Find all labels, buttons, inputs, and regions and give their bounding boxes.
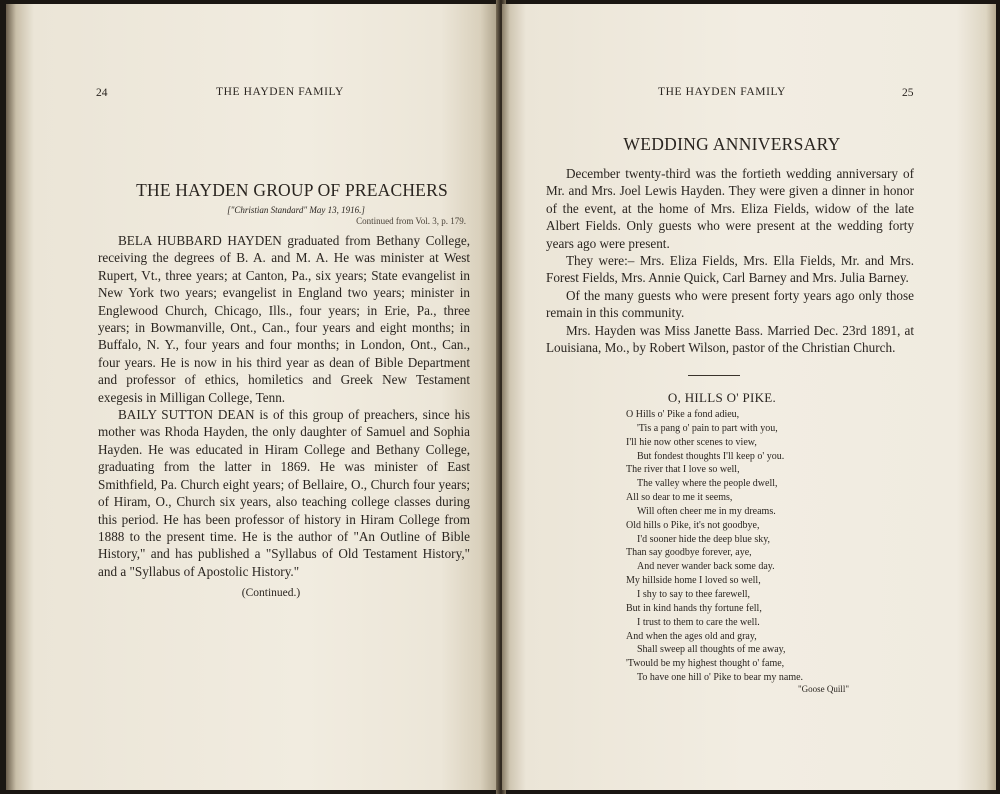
paragraph: They were:– Mrs. Eliza Fields, Mrs. Ella Fields, Mr. and Mrs. Forest Fields, Mrs. Annie Quick, Carl Barney and Mrs. Julia Barney. <box>546 253 914 286</box>
running-head-left: THE HAYDEN FAMILY <box>216 86 344 98</box>
poem-line: And never wander back some day. <box>637 561 775 573</box>
poem-title: O, HILLS O' PIKE. <box>667 390 777 405</box>
wedding-body <box>546 165 914 356</box>
source-citation: ["Christian Standard" May 13, 1916.] <box>227 205 365 215</box>
poem-line: The river that I love so well, <box>626 464 740 476</box>
section-divider <box>688 375 740 376</box>
page-number-left: 24 <box>96 87 108 99</box>
poem-line: I'd sooner hide the deep blue sky, <box>637 533 771 545</box>
left-page <box>6 4 500 790</box>
right-page <box>502 4 996 790</box>
paragraph: Of the many guests who were present forty years ago only those remain in this community. <box>546 287 914 321</box>
paragraph: BAILY SUTTON DEAN is of this group of preachers, since his mother was Rhoda Hayden, the only daughter of Samuel and Sophia Hayden. He was educated in Hiram College and Bethany College, graduating from the latter in 1869. He was minister of East Smithfield, Pa. Church eight years; of Bellaire, O., Church four years; of Hiram, O., Church six years, also teaching college classes during this period. He has been professor of history in Hiram College from 1888 to the present time. He is the author of "An Outline of Bible History," and has published a "Syllabus of Old Testament History," and a "Syllabus of Apostolic History." <box>98 407 470 579</box>
article-title: THE HAYDEN GROUP OF PREACHERS <box>136 180 448 200</box>
poem-line: And when the ages old and gray, <box>626 630 757 642</box>
paragraph: BELA HUBBARD HAYDEN graduated from Bethany College, receiving the degrees of B. A. and M. A. He was minister at West Rupert, Vt., three years; at Canton, Pa., six years; State evangelist in New York two years; evangelist in England two years; minister in Englewood Church, Chicago, Ills., four years; in Erie, Pa., three years; in Bowmanville, Ont., Can., four years and eight months; in Buffalo, N. Y., four years and four months; in London, Ont., Can., four years. He is now in his third year as dean of Bible Department and professor of ethics, homiletics and Greek New Testament exegesis in Milligan College, Tenn. <box>98 233 470 405</box>
poem-line: Shall sweep all thoughts of me away, <box>637 644 786 656</box>
poem-line: 'Tis a pang o' pain to part with you, <box>637 422 778 434</box>
poem-line: 'Twould be my highest thought o' fame, <box>626 658 785 670</box>
wedding-title: WEDDING ANNIVERSARY <box>623 134 841 154</box>
poem-line: The valley where the people dwell, <box>637 478 778 490</box>
poem <box>626 408 886 685</box>
continued-from-note: Continued from Vol. 3, p. 179. <box>356 216 466 226</box>
poem-line: Old hills o Pike, it's not goodbye, <box>626 519 760 531</box>
article-body <box>98 232 470 580</box>
poem-line: I trust to them to care the well. <box>637 616 760 628</box>
poem-line: I'll hie now other scenes to view, <box>626 436 757 448</box>
running-head-right: THE HAYDEN FAMILY <box>658 86 786 98</box>
poem-line: Will often cheer me in my dreams. <box>637 505 776 517</box>
paragraph: December twenty-third was the fortieth wedding anniversary of Mr. and Mrs. Joel Lewis Hayden. They were given a dinner in honor of the event, at the home of Mrs. Eliza Fields, widow of the late Albert Fields. Only guests who were present at the wedding forty years ago were present. <box>546 166 914 251</box>
poem-line: Than say goodbye forever, aye, <box>626 547 752 559</box>
poem-line: All so dear to me it seems, <box>626 492 733 504</box>
poem-line: I shy to say to thee farewell, <box>637 588 751 600</box>
continued-note: (Continued.) <box>241 587 301 599</box>
paragraph: Mrs. Hayden was Miss Janette Bass. Married Dec. 23rd 1891, at Louisiana, Mo., by Robert Wilson, pastor of the Christian Church. <box>546 322 914 356</box>
poem-line: But in kind hands thy fortune fell, <box>626 602 762 614</box>
poem-line: To have one hill o' Pike to bear my name. <box>637 672 804 684</box>
poem-attribution: "Goose Quill" <box>798 684 850 694</box>
poem-line: My hillside home I loved so well, <box>626 575 761 587</box>
page-number-right: 25 <box>902 87 914 99</box>
poem-line: But fondest thoughts I'll keep o' you. <box>637 450 785 462</box>
poem-line: O Hills o' Pike a fond adieu, <box>626 409 740 420</box>
